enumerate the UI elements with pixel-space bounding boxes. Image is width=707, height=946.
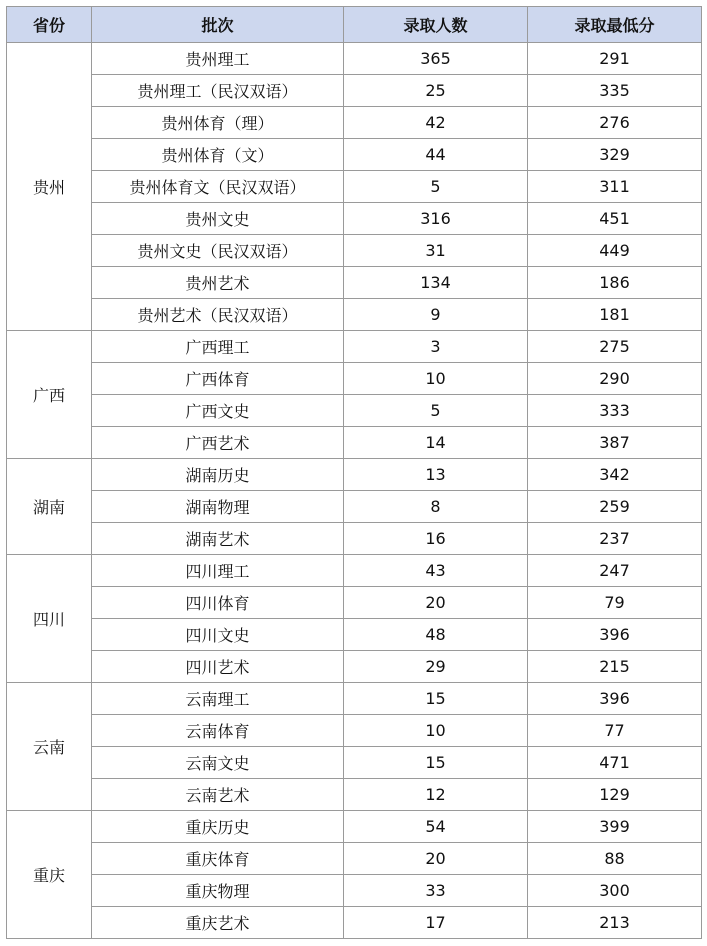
- batch-cell: 贵州艺术: [92, 267, 344, 299]
- header-batch: 批次: [92, 7, 344, 43]
- admitted-count-cell: 15: [344, 683, 528, 715]
- province-cell: 贵州: [7, 43, 92, 331]
- batch-cell: 四川体育: [92, 587, 344, 619]
- min-score-cell: 329: [528, 139, 702, 171]
- admitted-count-cell: 316: [344, 203, 528, 235]
- min-score-cell: 79: [528, 587, 702, 619]
- min-score-cell: 186: [528, 267, 702, 299]
- admitted-count-cell: 3: [344, 331, 528, 363]
- batch-cell: 贵州理工（民汉双语）: [92, 75, 344, 107]
- admitted-count-cell: 31: [344, 235, 528, 267]
- table-row: [7, 907, 702, 939]
- batch-cell: 云南艺术: [92, 779, 344, 811]
- admitted-count-cell: 9: [344, 299, 528, 331]
- province-cell: 广西: [7, 331, 92, 459]
- min-score-cell: 181: [528, 299, 702, 331]
- batch-cell: 湖南历史: [92, 459, 344, 491]
- admitted-count-cell: 16: [344, 523, 528, 555]
- table-header: [7, 7, 702, 43]
- batch-cell: 贵州体育文（民汉双语）: [92, 171, 344, 203]
- table-row: [7, 107, 702, 139]
- min-score-cell: 291: [528, 43, 702, 75]
- min-score-cell: 387: [528, 427, 702, 459]
- min-score-cell: 290: [528, 363, 702, 395]
- batch-cell: 重庆历史: [92, 811, 344, 843]
- admitted-count-cell: 12: [344, 779, 528, 811]
- header-min-score: 录取最低分: [528, 7, 702, 43]
- admitted-count-cell: 17: [344, 907, 528, 939]
- province-cell: 四川: [7, 555, 92, 683]
- batch-cell: 四川理工: [92, 555, 344, 587]
- min-score-cell: 311: [528, 171, 702, 203]
- batch-cell: 四川文史: [92, 619, 344, 651]
- admitted-count-cell: 29: [344, 651, 528, 683]
- min-score-cell: 88: [528, 843, 702, 875]
- table-row: [7, 75, 702, 107]
- batch-cell: 广西理工: [92, 331, 344, 363]
- admitted-count-cell: 48: [344, 619, 528, 651]
- batch-cell: 贵州文史: [92, 203, 344, 235]
- batch-cell: 广西体育: [92, 363, 344, 395]
- table-row: [7, 843, 702, 875]
- min-score-cell: 213: [528, 907, 702, 939]
- min-score-cell: 396: [528, 619, 702, 651]
- min-score-cell: 342: [528, 459, 702, 491]
- batch-cell: 贵州体育（文）: [92, 139, 344, 171]
- admitted-count-cell: 10: [344, 363, 528, 395]
- min-score-cell: 396: [528, 683, 702, 715]
- min-score-cell: 215: [528, 651, 702, 683]
- table-row: [7, 555, 702, 587]
- table-row: [7, 331, 702, 363]
- table-row: [7, 395, 702, 427]
- table-row: [7, 747, 702, 779]
- table-row: [7, 203, 702, 235]
- batch-cell: 广西艺术: [92, 427, 344, 459]
- admitted-count-cell: 13: [344, 459, 528, 491]
- min-score-cell: 259: [528, 491, 702, 523]
- admitted-count-cell: 42: [344, 107, 528, 139]
- header-province: 省份: [7, 7, 92, 43]
- admitted-count-cell: 5: [344, 395, 528, 427]
- header-admitted-count: 录取人数: [344, 7, 528, 43]
- batch-cell: 云南理工: [92, 683, 344, 715]
- min-score-cell: 237: [528, 523, 702, 555]
- min-score-cell: 399: [528, 811, 702, 843]
- min-score-cell: 300: [528, 875, 702, 907]
- admitted-count-cell: 134: [344, 267, 528, 299]
- table-row: [7, 491, 702, 523]
- table-row: [7, 523, 702, 555]
- min-score-cell: 449: [528, 235, 702, 267]
- admitted-count-cell: 44: [344, 139, 528, 171]
- batch-cell: 重庆艺术: [92, 907, 344, 939]
- table-row: [7, 171, 702, 203]
- table-row: [7, 459, 702, 491]
- min-score-cell: 276: [528, 107, 702, 139]
- table-row: [7, 427, 702, 459]
- batch-cell: 云南文史: [92, 747, 344, 779]
- batch-cell: 四川艺术: [92, 651, 344, 683]
- min-score-cell: 471: [528, 747, 702, 779]
- table-row: [7, 619, 702, 651]
- province-cell: 湖南: [7, 459, 92, 555]
- province-cell: 云南: [7, 683, 92, 811]
- min-score-cell: 451: [528, 203, 702, 235]
- table-row: [7, 875, 702, 907]
- admitted-count-cell: 54: [344, 811, 528, 843]
- admitted-count-cell: 15: [344, 747, 528, 779]
- admitted-count-cell: 33: [344, 875, 528, 907]
- province-cell: 重庆: [7, 811, 92, 939]
- table-row: [7, 43, 702, 75]
- min-score-cell: 275: [528, 331, 702, 363]
- admission-score-table: [6, 6, 702, 939]
- batch-cell: 贵州艺术（民汉双语）: [92, 299, 344, 331]
- table-row: [7, 267, 702, 299]
- batch-cell: 贵州文史（民汉双语）: [92, 235, 344, 267]
- table-row: [7, 587, 702, 619]
- min-score-cell: 77: [528, 715, 702, 747]
- min-score-cell: 333: [528, 395, 702, 427]
- min-score-cell: 129: [528, 779, 702, 811]
- table-row: [7, 779, 702, 811]
- admitted-count-cell: 25: [344, 75, 528, 107]
- table-row: [7, 235, 702, 267]
- table-row: [7, 139, 702, 171]
- batch-cell: 湖南艺术: [92, 523, 344, 555]
- admitted-count-cell: 14: [344, 427, 528, 459]
- header-row: [7, 7, 702, 43]
- batch-cell: 云南体育: [92, 715, 344, 747]
- admitted-count-cell: 365: [344, 43, 528, 75]
- min-score-cell: 247: [528, 555, 702, 587]
- admitted-count-cell: 20: [344, 843, 528, 875]
- admitted-count-cell: 10: [344, 715, 528, 747]
- table-body: [7, 43, 702, 939]
- table-row: [7, 811, 702, 843]
- table-row: [7, 651, 702, 683]
- batch-cell: 广西文史: [92, 395, 344, 427]
- admitted-count-cell: 5: [344, 171, 528, 203]
- batch-cell: 湖南物理: [92, 491, 344, 523]
- table-row: [7, 683, 702, 715]
- batch-cell: 贵州体育（理）: [92, 107, 344, 139]
- table-row: [7, 299, 702, 331]
- admitted-count-cell: 8: [344, 491, 528, 523]
- batch-cell: 重庆体育: [92, 843, 344, 875]
- min-score-cell: 335: [528, 75, 702, 107]
- batch-cell: 重庆物理: [92, 875, 344, 907]
- admitted-count-cell: 43: [344, 555, 528, 587]
- table-row: [7, 363, 702, 395]
- batch-cell: 贵州理工: [92, 43, 344, 75]
- table-row: [7, 715, 702, 747]
- admitted-count-cell: 20: [344, 587, 528, 619]
